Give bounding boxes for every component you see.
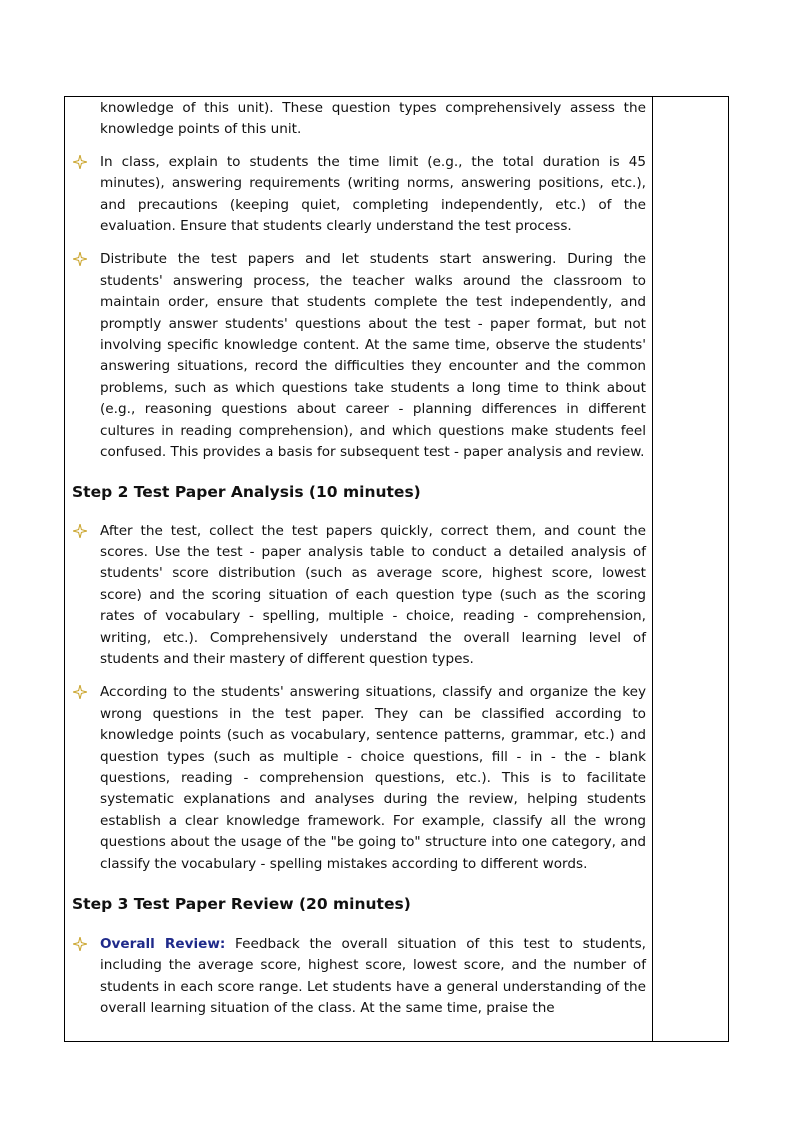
lesson-content-cell [73, 97, 646, 1020]
bullet-text: After the test, collect the test papers quickly, correct them, and count the scores. Use the test - paper analysis table to conduct a detailed analysis of students' score distribution (such as average score, highest score, lowest score) and the scoring situation of each question type (such as the scoring rates of vocabulary - spelling, multiple - choice, reading - comprehension, writing, etc.). Comprehensively understand the overall learning level of students and their mastery of different question types. [100, 522, 646, 667]
bullet-item-overall-review [73, 934, 646, 1020]
four-point-star-icon [73, 937, 87, 951]
bullet-text: Distribute the test papers and let students start answering. During the students' answering process, the teacher walks around the classroom to maintain order, ensure that students complete the test independently, and promptly answer students' questions about the test - paper format, but not involving specific knowledge content. At the same time, observe the students' answering situations, record the difficulties they encounter and the common problems, such as which questions take students a long time to think about (e.g., reasoning questions about career - planning differences in different cultures in reading comprehension), and which questions make students feel confused. This provides a basis for subsequent test - paper analysis and review. [100, 251, 646, 461]
lesson-table [64, 96, 729, 1042]
step-3-heading: Step 3 Test Paper Review (20 minutes) [72, 895, 411, 913]
step-2-heading: Step 2 Test Paper Analysis (10 minutes) [72, 482, 421, 501]
bullet-item-time-limit [73, 152, 646, 238]
four-point-star-icon [73, 524, 87, 538]
paragraph-continuation: knowledge of this unit). These question types comprehensively assess the knowledge points of this unit. [100, 100, 646, 138]
bullet-text: In class, explain to students the time limit (e.g., the total duration is 45 minutes), answering requirements (writing norms, answering positions, etc.), and precautions (keeping quiet, completing independently, etc.) of the evaluation. Ensure that students clearly understand the test process. [100, 153, 646, 235]
four-point-star-icon [73, 155, 87, 169]
bullet-item-classify [73, 682, 646, 875]
bullet-text: According to the students' answering situations, classify and organize the key wrong questions in the test paper. They can be classified according to knowledge points (such as vocabulary, sentence patterns, grammar, etc.) and question types (such as multiple - choice questions, fill - in - the - blank questions, reading - comprehension questions, etc.). This is to facilitate systematic explanations and analyses during the review, helping students establish a clear knowledge framework. For example, classify all the wrong questions about the usage of the "be going to" structure into one category, and classify the vocabulary - spelling mistakes according to different words. [100, 684, 646, 872]
column-divider [652, 97, 653, 1041]
four-point-star-icon [73, 685, 87, 699]
bullet-item-collect [73, 521, 646, 671]
bullet-text: Feedback the overall situation of this test to students, including the average score, highest score, lowest score, and the number of students in each score range. Let students have a general understanding of the overall learning situation of the class. At the same time, praise the [100, 936, 646, 1017]
four-point-star-icon [73, 252, 87, 266]
overall-review-lead: Overall Review: [100, 936, 226, 952]
bullet-item-distribute [73, 249, 646, 463]
